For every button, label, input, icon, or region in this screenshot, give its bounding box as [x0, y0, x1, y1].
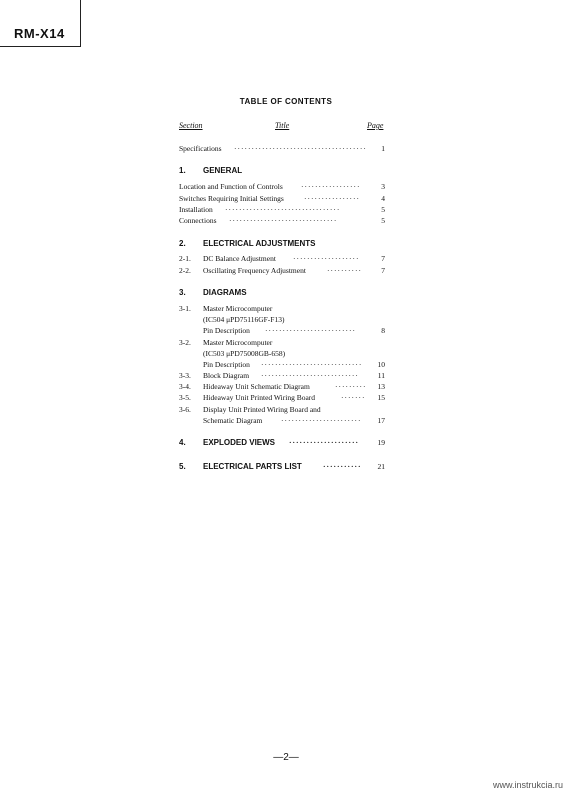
toc-entry: [179, 371, 385, 382]
toc-entry-text: (IC504 μPD75116GF-F13): [203, 315, 285, 324]
leader-dots: ·········: [335, 382, 367, 391]
toc-entry: [179, 205, 385, 216]
toc-entry-text: Block Diagram: [203, 371, 250, 380]
entry-number: 3-5.: [179, 393, 191, 402]
toc-entry-text: Pin Description: [203, 360, 250, 369]
toc-entry: [179, 266, 385, 277]
toc-page-number: 10: [377, 360, 385, 369]
section-title: EXPLODED VIEWS: [203, 438, 276, 447]
toc-entry-text: Installation: [179, 205, 213, 214]
entry-number: 3-4.: [179, 382, 191, 391]
header-page: Page: [367, 121, 384, 130]
toc-entry: [179, 405, 385, 416]
toc-entry-text: (IC503 μPD75008GB-658): [203, 349, 286, 358]
model-label: RM-X14: [14, 26, 65, 41]
toc-entry: [179, 382, 385, 393]
toc-entry-text: Schematic Diagram: [203, 416, 263, 425]
leader-dots: ·····························: [261, 360, 363, 369]
leader-dots: ·································: [225, 205, 341, 214]
toc-entry-text: Master Microcomputer: [203, 338, 273, 347]
leader-dots: ·······················: [281, 416, 362, 425]
leader-dots: ···········: [323, 462, 362, 471]
toc-page-number: 7: [381, 254, 385, 263]
toc-entry-text: Specifications: [179, 144, 222, 153]
toc-page-number: 7: [381, 266, 385, 275]
toc-page-number: 17: [377, 416, 385, 425]
leader-dots: ····························: [261, 371, 359, 380]
section-number: 1.: [179, 166, 186, 175]
toc-entry-text: Hideaway Unit Printed Wiring Board: [203, 393, 316, 402]
toc-entry: [179, 416, 385, 427]
toc-entry-text: Connections: [179, 216, 217, 225]
entry-number: 2-1.: [179, 254, 191, 263]
page-title: TABLE OF CONTENTS: [239, 97, 333, 106]
section-title: ELECTRICAL PARTS LIST: [203, 462, 302, 471]
toc-page-number: 15: [377, 393, 385, 402]
toc-entry-text: Location and Function of Controls: [179, 182, 283, 191]
watermark: www.instrukcia.ru: [492, 780, 563, 790]
toc-entry-text: Pin Description: [203, 326, 250, 335]
leader-dots: ···················: [293, 254, 360, 263]
toc-entry: [179, 216, 385, 227]
toc-entry: [179, 393, 385, 404]
toc-page-number: 8: [381, 326, 385, 335]
toc-entry-text: Hideaway Unit Schematic Diagram: [203, 382, 310, 391]
leader-dots: ················: [304, 194, 360, 203]
toc-section-general: [179, 166, 385, 177]
toc-entry-text: Oscillating Frequency Adjustment: [203, 266, 306, 275]
toc-entry: [179, 326, 385, 337]
section-title: GENERAL: [203, 166, 243, 175]
toc-page-number: 3: [381, 182, 385, 191]
toc-page-number: 5: [381, 205, 385, 214]
toc-entry: [179, 349, 385, 360]
page-number: —2—: [273, 752, 299, 763]
toc-page-number: 21: [377, 462, 385, 471]
entry-number: 2-2.: [179, 266, 191, 275]
entry-number: 3-2.: [179, 338, 191, 347]
leader-dots: ··························: [265, 326, 356, 335]
toc-page-number: 5: [381, 216, 385, 225]
toc-entry: [179, 194, 385, 205]
toc-entry-text: Display Unit Printed Wiring Board and: [203, 405, 321, 414]
toc-entry: [179, 254, 385, 265]
entry-number: 3-6.: [179, 405, 191, 414]
toc-section-diagrams: [179, 288, 385, 299]
leader-dots: ·······························: [229, 216, 338, 225]
toc-entry-text: Master Microcomputer: [203, 304, 273, 313]
toc-entry: [179, 360, 385, 371]
toc-entry-text: Switches Requiring Initial Settings: [179, 194, 284, 203]
toc-entry: [179, 338, 385, 349]
leader-dots: ·················: [301, 182, 361, 191]
section-number: 5.: [179, 462, 186, 471]
toc-page-number: 13: [377, 382, 385, 391]
section-number: 3.: [179, 288, 186, 297]
toc-section-exploded-views: [179, 438, 385, 449]
toc-entry: [179, 182, 385, 193]
leader-dots: ··········: [327, 266, 362, 275]
toc-page-number: 11: [377, 371, 385, 380]
section-title: ELECTRICAL ADJUSTMENTS: [203, 239, 316, 248]
entry-number: 3-1.: [179, 304, 191, 313]
leader-dots: ····················: [289, 438, 360, 447]
section-number: 2.: [179, 239, 186, 248]
toc-section-electrical-parts-list: [179, 462, 385, 473]
toc-page-number: 19: [377, 438, 385, 447]
toc-page-number: 1: [381, 144, 385, 153]
entry-number: 3-3.: [179, 371, 191, 380]
leader-dots: ······································: [234, 144, 367, 153]
toc-entry: [179, 304, 385, 315]
header-title: Title: [275, 121, 290, 130]
toc-page-number: 4: [381, 194, 385, 203]
section-title: DIAGRAMS: [203, 288, 247, 297]
toc-entry: [179, 315, 385, 326]
header-section: Section: [179, 121, 203, 130]
toc-entry-specifications: [179, 144, 385, 155]
section-number: 4.: [179, 438, 186, 447]
leader-dots: ·······: [341, 393, 366, 402]
toc-section-electrical-adjustments: [179, 239, 385, 250]
toc-entry-text: DC Balance Adjustment: [203, 254, 276, 263]
